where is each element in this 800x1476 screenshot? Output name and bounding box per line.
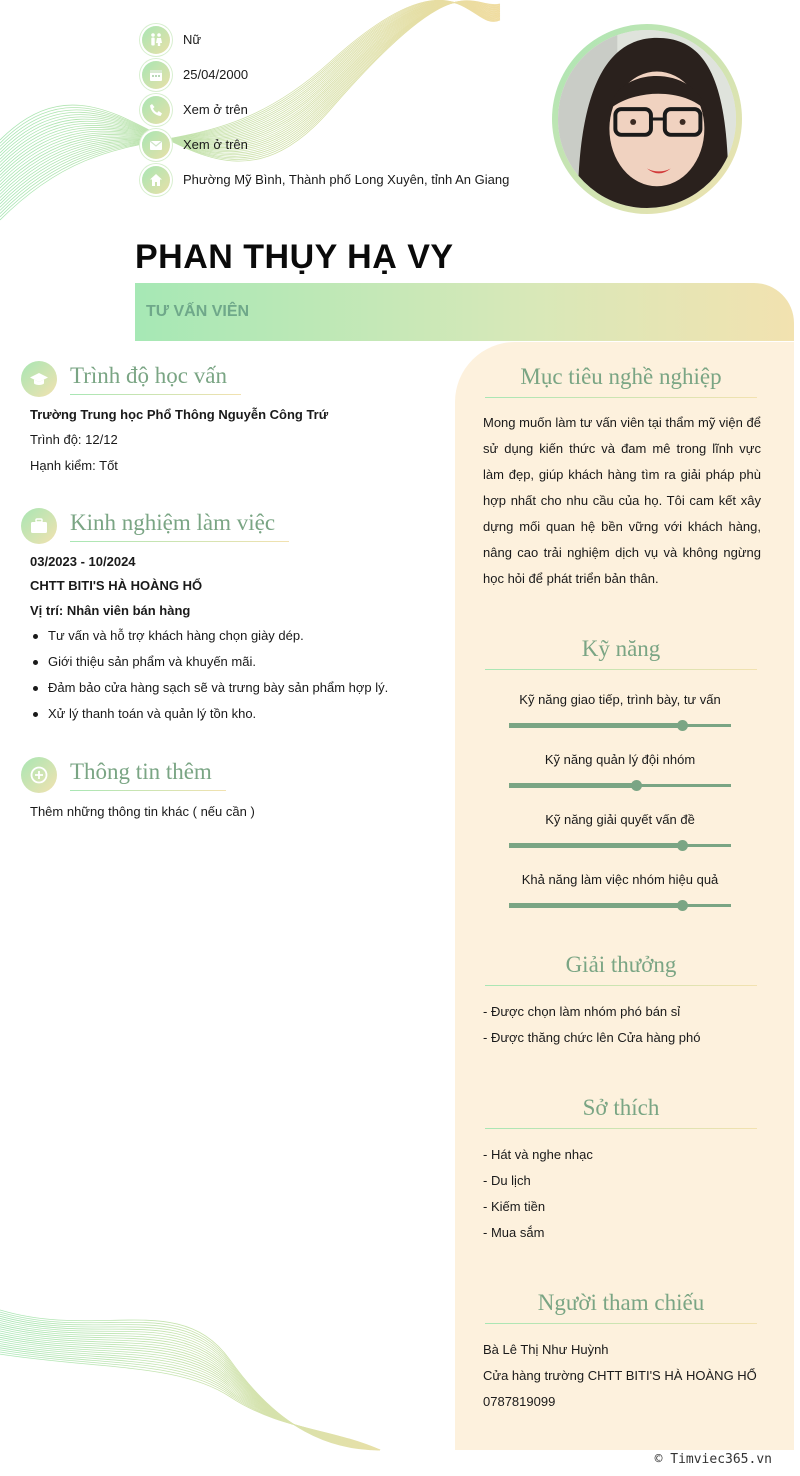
list-item: Xử lý thanh toán và quản lý tồn kho. <box>30 701 388 727</box>
skill-item <box>509 692 731 727</box>
list-item: - Hát và nghe nhạc <box>483 1147 593 1162</box>
skill-knob <box>677 720 688 731</box>
plus-icon <box>21 757 57 793</box>
footer-brand: © Timviec365.vn <box>654 1452 772 1467</box>
skill-label: Khả năng làm việc nhóm hiệu quả <box>521 872 719 887</box>
skill-fill <box>509 783 636 788</box>
calendar-icon <box>142 61 170 89</box>
skill-fill <box>509 843 682 848</box>
reference-list <box>483 1337 757 1415</box>
skill-item <box>509 872 731 907</box>
hobbies-list <box>483 1142 593 1246</box>
reference-name: Bà Lê Thị Như Huỳnh <box>483 1342 609 1357</box>
contact-address-text: Phường Mỹ Bình, Thành phố Long Xuyên, tỉnh An Giang <box>183 172 510 187</box>
objective-text: Mong muốn làm tư vấn viên tại thẩm mỹ viện để sử dụng kiến thức và đam mê trong lĩnh vực làm đẹp, giúp khách hàng tìm ra giải pháp phù hợp nhất cho nhu cầu của họ. Tôi cam kết xây dựng mối quan hệ bền vững với khách hàng, nâng cao trải nghiệm dịch vụ và không ngừng học hỏi để phát triển bản thân. <box>483 415 761 586</box>
hobbies-heading: Sở thích <box>485 1095 757 1129</box>
skill-track <box>509 784 731 787</box>
extra-heading: Thông tin thêm <box>70 759 212 791</box>
profile-photo <box>558 30 736 208</box>
email-icon <box>142 131 170 159</box>
extra-text: Thêm những thông tin khác ( nếu cần ) <box>30 804 255 819</box>
list-item: Đảm bảo cửa hàng sạch sẽ và trưng bày sản phẩm hợp lý. <box>30 675 388 701</box>
education-conduct: Hạnh kiểm: Tốt <box>30 458 118 473</box>
wave-line <box>0 1314 380 1450</box>
position-bar <box>135 283 794 341</box>
extra-section-header <box>21 757 212 793</box>
objective-heading: Mục tiêu nghề nghiệp <box>485 364 757 398</box>
briefcase-icon <box>21 508 57 544</box>
education-section-header <box>21 361 227 397</box>
wave-line <box>0 1316 380 1450</box>
contact-email-text: Xem ở trên <box>183 137 248 152</box>
candidate-name: PHAN THỤY HẠ VY <box>135 238 454 276</box>
awards-list <box>483 999 700 1051</box>
contact-birthday <box>142 57 509 92</box>
avatar <box>552 24 742 214</box>
skill-fill <box>509 903 682 908</box>
position-title: TƯ VẤN VIÊN <box>146 303 250 320</box>
skill-track <box>509 724 731 727</box>
list-item: Tư vấn và hỗ trợ khách hàng chọn giày dép. <box>30 623 388 649</box>
skill-label: Kỹ năng giải quyết vấn đề <box>545 812 695 827</box>
list-item: Giới thiệu sản phẩm và khuyến mãi. <box>30 649 388 675</box>
contact-phone-text: Xem ở trên <box>183 102 248 117</box>
skill-knob <box>677 840 688 851</box>
experience-heading: Kinh nghiệm làm việc <box>70 510 275 542</box>
reference-heading: Người tham chiếu <box>485 1290 757 1324</box>
list-item: - Được thăng chức lên Cửa hàng phó <box>483 1030 701 1045</box>
contact-gender <box>142 22 509 57</box>
contact-gender-text: Nữ <box>183 32 202 47</box>
contact-email <box>142 127 509 162</box>
experience-company: CHTT BITI'S HÀ HOÀNG HỔ <box>30 578 203 593</box>
gender-icon <box>142 26 170 54</box>
list-item: - Mua sắm <box>483 1225 545 1240</box>
graduation-cap-icon <box>21 361 57 397</box>
experience-role: Vị trí: Nhân viên bán hàng <box>30 603 191 618</box>
list-item: - Du lịch <box>483 1173 531 1188</box>
education-school: Trường Trung học Phổ Thông Nguyễn Công Trứ <box>30 407 329 422</box>
skill-track <box>509 844 731 847</box>
skill-knob <box>631 780 642 791</box>
education-heading: Trình độ học vấn <box>70 363 227 395</box>
reference-phone: 0787819099 <box>483 1394 556 1409</box>
skills-heading: Kỹ năng <box>485 636 757 670</box>
right-column <box>455 342 794 1450</box>
skill-knob <box>677 900 688 911</box>
contact-address <box>142 162 509 197</box>
experience-section-header <box>21 508 275 544</box>
phone-icon <box>142 96 170 124</box>
list-item: - Được chọn làm nhóm phó bán sỉ <box>483 1004 681 1019</box>
wave-line <box>0 1310 380 1450</box>
home-icon <box>142 166 170 194</box>
skill-track <box>509 904 731 907</box>
list-item: - Kiếm tiền <box>483 1199 546 1214</box>
education-level: Trình độ: 12/12 <box>30 432 118 447</box>
contact-list <box>142 22 509 197</box>
contact-birthday-text: 25/04/2000 <box>183 67 249 82</box>
wave-line <box>0 1318 380 1450</box>
reference-company: Cửa hàng trường CHTT BITI'S HÀ HOÀNG HỔ <box>483 1368 757 1383</box>
experience-period: 03/2023 - 10/2024 <box>30 554 136 569</box>
skill-label: Kỹ năng quản lý đội nhóm <box>544 752 696 767</box>
skill-item <box>509 812 731 847</box>
awards-heading: Giải thưởng <box>485 952 757 986</box>
skill-fill <box>509 723 682 728</box>
decorative-wave-bottom <box>0 1300 400 1460</box>
contact-phone <box>142 92 509 127</box>
experience-duties <box>30 623 388 727</box>
skill-label: Kỹ năng giao tiếp, trình bày, tư vấn <box>519 692 721 707</box>
skill-item <box>509 752 731 787</box>
